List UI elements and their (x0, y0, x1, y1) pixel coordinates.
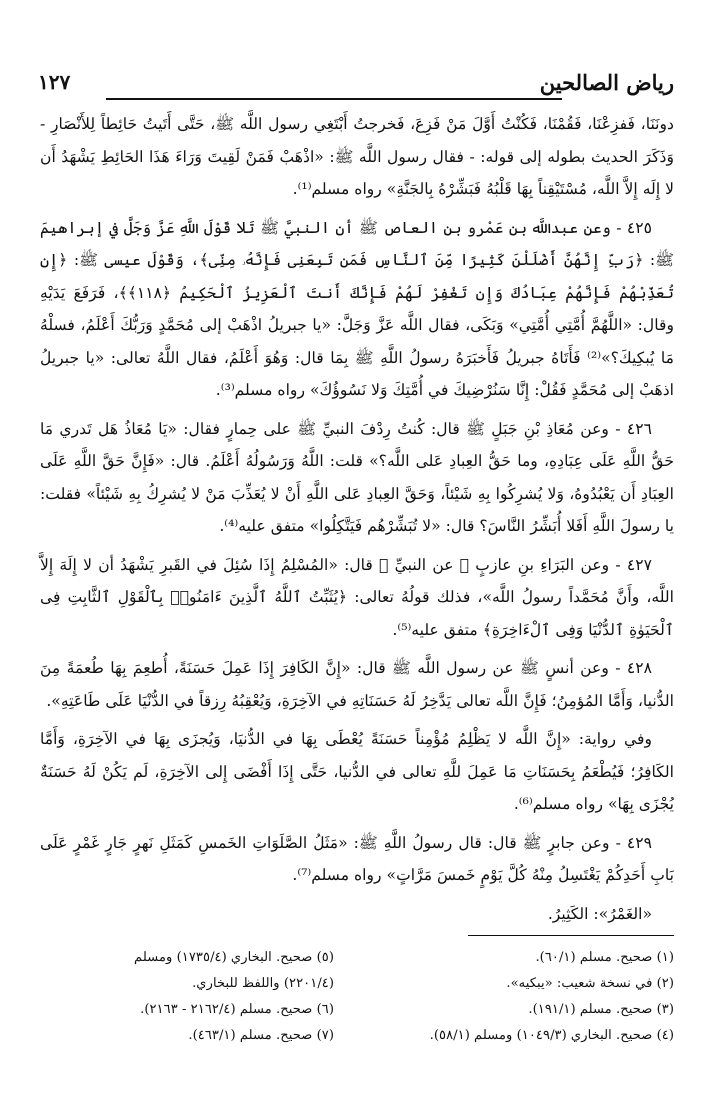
hadith-425: ٤٢٥ - وعن عبداللَّه بن عَمْرو بن العاص ﷺ أن النبيَّ ﷺ تَلا قَوْلَ اللَّهِ عَزَّ وَجَلَّ في إبراهيمَ ﷺ: ﴿رَبِّ إِنَّهُنَّ أَضْلَلْنَ كَثِيرًا مِّنَ ٱلنَّاسِ فَمَن تَبِعَنِى فَإِنَّهُۥ مِنِّى﴾، وَقَوْلَ عيسى ﷺ: ﴿إِن تُعَذِّبْهُمْ فَإِنَّهُمْ عِبَادُكَ وَإِن تَغْفِرْ لَهُمْ فَإِنَّكَ أَنتَ ٱلْعَزِيزُ ٱلْحَكِيمُ ﴿١١٨﴾﴾، فَرَفَعَ يَدَيْهِ وقال: «اللَّهُمَّ أُمَّتِي أُمَّتِي» وَبَكَى، فقال اللَّه عَزَّ وَجَلَّ: «يا جبريلُ اذْهَبْ إلى مُحَمَّدٍ وَرَبُّكَ أَعْلَمُ، فسلْهُ مَا يُبكِيكَ؟»⁽²⁾ فَأَتَاهُ جبريلُ فَأَخبَرَهُ رسولُ اللَّهِ ﷺ بِمَا قال: وَهُوَ أَعْلَمُ، فقال اللَّهُ تعالى: «يا جبريلُ اذهَبْ إلى مُحَمَّدٍ فَقُلْ: إِنَّا سَنُرْضِيكَ في أُمَّتِكَ وَلا نَسُوؤُكَ» رواه مسلم⁽³⁾. (40, 218, 674, 399)
hadith-428-variant: وفي رواية: «إِنَّ اللَّه لا يَظْلِمُ مُؤْمِناً حَسَنَةً يُعْطَى بِهَا في الدُّنيَا، وَيُجزَى بِهَا في الآخِرَةِ، وَأَمَّا الكَافِرُ؛ فَيُطْعَمُ بِحَسَنَاتِ مَا عَمِلَ للَّهِ تعالى في الدُّنيا، حَتَّى إِذَا أَفْضَى إِلى الآخِرَةِ، لَم يَكُنْ لَهُ حَسَنَةٌ يُجْزَى بِهَا» رواه مسلم⁽⁶⁾. (40, 730, 674, 813)
page-number: ١٢٧ (38, 70, 71, 94)
hadith-427: ٤٢٧ - وعن البَرَاءِ بنِ عازبٍ ﷺ عن النبيِّ ﷺ قال: «المُسْلِمُ إِذَا سُئِلَ في القَبرِ يَشْهَدُ أن لا إِلَهَ إِلاَّ اللَّه، وأَنَّ مُحَمَّداً رسولُ اللَّه»، فذلك قولُهُ تعالى: ﴿يُثَبِّتُ ٱللَّهُ ٱلَّذِينَ ءَامَنُوا۟ بِٱلْقَوْلِ ٱلثَّابِتِ فِى ٱلْحَيَوٰةِ ٱلدُّنْيَا وَفِى ٱلْءَاخِرَةِ﴾ متفق عليه⁽⁵⁾. (40, 555, 674, 639)
footnote-6: (٦) صحيح. مسلم (٢١٦٢/٤ - ٢١٦٣). (140, 1002, 334, 1017)
footnote-5: (٥) صحيح. البخاري (١٧٣٥/٤) ومسلم (134, 950, 334, 965)
footnote-1: (١) صحيح. مسلم (٦٠/١). (535, 950, 674, 965)
running-title: رياض الصالحين (539, 70, 674, 95)
hadith-429: ٤٢٩ - وعن جابرٍ ﷺ قال: قال رسولُ اللَّهِ ﷺ: «مَثَلُ الصَّلَوَاتِ الخَمسِ كَمَثَلِ نَهرٍ جَارٍ غَمْرٍ عَلَى بَابِ أَحَدِكُمْ يَغْتَسِلُ مِنْهُ كُلَّ يَوْمٍ خَمسَ مَرَّاتٍ» رواه مسلم⁽⁷⁾. (40, 833, 674, 884)
page-header (38, 68, 674, 104)
footnote-7: (٧) صحيح. مسلم (٤٦٣/١). (188, 1028, 334, 1043)
footnotes-right-column (374, 945, 674, 1049)
main-text (40, 108, 674, 936)
paragraph-continuation: دونَنَا، فَفزِعْنَا، فَقُمْنَا، فَكُنْتُ أَوَّلَ مَنْ فَزِعَ، فَخرجتُ أَبْتَغِي رسول اللَّه ﷺ، حَتَّى أَتَيتُ حَائِطاً لِلأَنْصَارِ - وَذَكَرَ الحديث بطوله إلى قوله: - فقال رسول اللَّه ﷺ: «اذْهَبْ فَمَنْ لَقِيتَ وَرَاءَ هَذَا الحَائِطِ يَشْهَدُ أَن لا إِلَه إِلاَّ اللَّه، مُسْتَيْقِناً بِهَا قَلْبُهُ فَبَشِّرْهُ بِالجَنَّةِ» رواه مسلم⁽¹⁾. (40, 115, 674, 198)
hadith-426: ٤٢٦ - وعن مُعَاذِ بْنِ جَبَلٍ ﷺ قال: كُنتُ رِدْفَ النبيِّ ﷺ على حِمارٍ فقال: «يَا مُعَاذُ هَل تَدري مَا حَقُّ اللَّهِ عَلَى عِبَادِهِ، وما حَقُّ العِبادِ عَلى اللَّه؟» قلت: اللَّهُ وَرَسُولُهُ أَعْلَمُ. قال: «فَإِنَّ حَقَّ اللَّهِ عَلَى العِبَادِ أَن يَعْبُدُوهُ، وَلا يُشرِكُوا بِهِ شَيْئاً، وَحَقَّ العِبادِ عَلى اللَّهِ أَنْ لا يُعَذِّبَ مَنْ لا يُشرِكُ بِهِ شَيْئاً» فقلت: يا رسولَ اللَّهِ أَفَلا أُبَشِّرُ النَّاسَ؟ قال: «لا تُبَشِّرْهُم فَيَتَّكِلُوا» متفق عليه⁽⁴⁾. (40, 419, 674, 535)
footnote-5-cont: (٢٢٠١/٤) واللفظ للبخاري. (192, 976, 334, 991)
header-rule (106, 98, 562, 100)
glossary-note: «الغَمْرُ»: الكَثِيرُ. (547, 904, 652, 923)
footnote-2: (٢) في نسخة شعيب: «يبكيه». (506, 976, 674, 991)
hadith-428: ٤٢٨ - وعن أنسٍ ﷺ عن رسول اللَّه ﷺ قال: «إِنَّ الكَافِرَ إِذَا عَمِلَ حَسَنَةً، أُطعِمَ بِهَا طُعمَةً مِنَ الدُّنيا، وَأَمَّا المُؤمِنُ؛ فَإِنَّ اللَّه تعالى يَدَّخِرُ لَهُ حَسَنَاتِهِ في الآخِرَةِ، وَيُعْقِبُهُ رِزقاً في الدُّنْيَا عَلَى طَاعَتِهِ». (40, 659, 674, 710)
footnote-3: (٣) صحيح. مسلم (١٩١/١). (528, 1002, 674, 1017)
footnote-4: (٤) صحيح. البخاري (١٠٤٩/٣) ومسلم (٥٨/١). (429, 1028, 674, 1043)
footnotes-left-column (34, 945, 334, 1049)
footnote-rule (468, 935, 674, 936)
